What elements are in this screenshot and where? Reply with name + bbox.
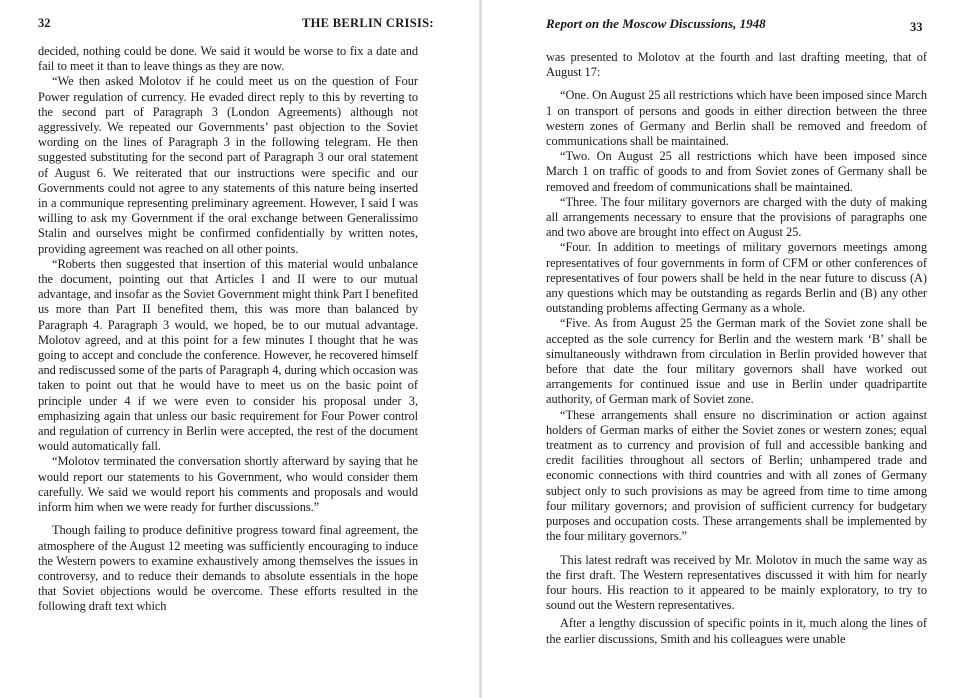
quoted-paragraph: “One. On August 25 all restrictions which have been imposed since March 1 on transport of persons and goods in either direction between the three western zones of Germany and Berlin shall be removed and freedom of communications shall be maintained.	[546, 88, 927, 149]
right-page	[482, 0, 964, 698]
paragraph: Though failing to produce definitive progress toward final agreement, the atmosphere of the August 12 meeting was sufficiently encouraging to induce the Western powers to examine exhaustively among themselves the issues in controversy, and to reduce their demands to absolute essentials in the hope that Soviet objections would be overcome. These efforts resulted in the following draft text which	[38, 523, 418, 614]
page-body	[38, 44, 418, 615]
quoted-paragraph: “Three. The four military governors are charged with the duty of making all arrangements necessary to ensure that the provisions of paragraphs one and two above are brought into effect on August 25.	[546, 194, 927, 240]
running-head: Report on the Moscow Discussions, 1948	[546, 16, 766, 31]
quoted-paragraph: “These arrangements shall ensure no discrimination or action against holders of German marks of either the Soviet zones or western zones; equal treatment as to currency and provision of full and accessible banking and credit facilities throughout all sectors of Berlin; unhampered trade and economic connections with third countries and with all zones of Germany subject only to such provisions as may be agreed from time to time among four military governors; and provision of sufficient currency for budgetary purposes and occupation costs. These arrangements shall be implemented by the four military governors.”	[546, 407, 927, 544]
paragraph: “We then asked Molotov if he could meet us on the question of Four Power regulation of currency. He evaded direct reply to this by reverting to the second part of Paragraph 3 (London Agreements) although not aggressively. We repeated our Governments’ past objection to the Soviet wording on the lines of Paragraph 3 in the following telegram. He then suggested substituting for the second part of Paragraph 3 our oral statement of August 6. We reiterated that our instructions were specific and our Governments could not agree to any statements of this nature being inserted in a communique representing preliminary agreement. However, I said I was willing to ask my Government if the oral exchange between Generalissimo Stalin and ourselves might be confirmed confidentially by written notes, providing agreement was reached on all other points.	[38, 74, 418, 256]
paragraph: “Molotov terminated the conversation shortly afterward by saying that he would report our statements to his Government, who would consider them carefully. We said we would report his comments and proposals and would inform him when we were ready for further discussions.”	[38, 454, 418, 515]
paragraph: was presented to Molotov at the fourth and last drafting meeting, that of August 17:	[546, 50, 927, 80]
page-number: 32	[38, 16, 51, 30]
paragraph: decided, nothing could be done. We said it would be worse to fix a date and fail to meet it than to leave things as they are now.	[38, 44, 418, 74]
quoted-paragraph: “Four. In addition to meetings of military governors meetings among representatives of four governments in form of CFM or other conferences of representatives of four powers shall be held in the near future to discuss (A) any questions which may be outstanding as regards Berlin and (B) any other outstanding problems affecting Germany as a whole.	[546, 240, 927, 316]
paragraph: “Roberts then suggested that insertion of this material would unbalance the document, pointing out that Articles I and II were to our mutual advantage, and insofar as the Soviet Government might think Part I benefited us more than Part II benefited them, this was more than balanced by Paragraph 4. Paragraph 3 would, we hoped, be to our mutual advantage. Molotov agreed, and at this point for a few minutes I thought that he was going to accept and conclude the conference. However, he recovered himself and rediscussed some of the parts of Paragraph 4, during which occasion was taken to point out that he would have to meet us on the basic point of principle under 4 if we were even to consider his proposal under 3, emphasizing again that unless our basic requirement for Four Power control and regulation of currency in Berlin were accepted, the rest of the document would automatically fall.	[38, 256, 418, 454]
page-number: 33	[910, 20, 923, 34]
quoted-paragraph: “Five. As from August 25 the German mark of the Soviet zone shall be accepted as the sole currency for Berlin and the western mark ‘B’ shall be simultaneously withdrawn from circulation in Berlin provided however that before that date the four military governors shall have worked out arrangements for continued issue and use in Berlin under quadripartite authority, of German mark of Soviet zone.	[546, 316, 927, 407]
paragraph: This latest redraft was received by Mr. Molotov in much the same way as the first draft. The Western representatives discussed it with him for nearly four hours. His reaction to it appeared to be mainly exploratory, to try to sound out the Western representatives.	[546, 552, 927, 613]
running-head: THE BERLIN CRISIS:	[302, 16, 434, 30]
quoted-paragraph: “Two. On August 25 all restrictions which have been imposed since March 1 on traffic of goods to and from Soviet zones of Germany shall be removed and freedom of communications shall be maintained.	[546, 149, 927, 194]
left-page	[0, 0, 479, 698]
paragraph: After a lengthy discussion of specific points in it, much along the lines of the earlier discussions, Smith and his colleagues were unable	[546, 616, 927, 646]
page-body	[546, 50, 927, 647]
